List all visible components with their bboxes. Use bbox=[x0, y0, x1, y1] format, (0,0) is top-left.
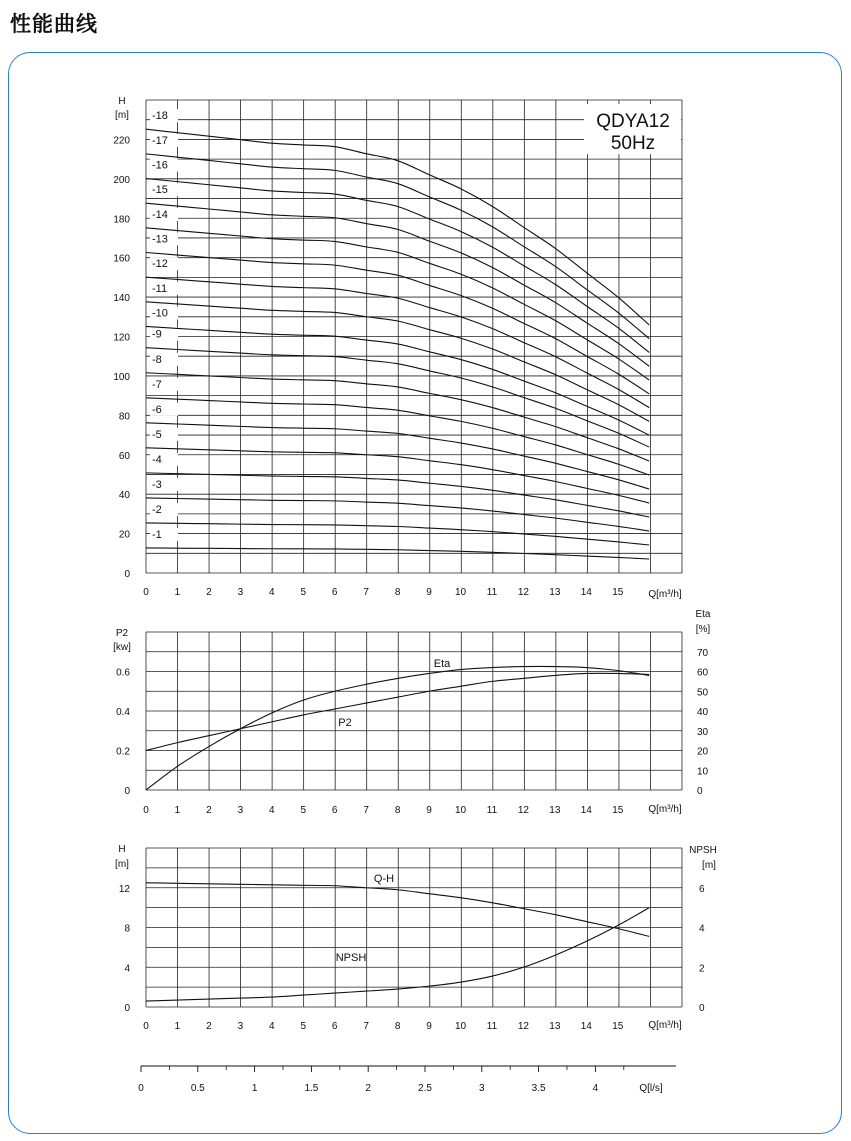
head-x-tick: 5 bbox=[300, 587, 307, 598]
head-x-tick: 7 bbox=[363, 587, 369, 598]
stage-curve bbox=[146, 398, 649, 475]
npsh-x-tick: 6 bbox=[331, 1021, 338, 1032]
power-y-tick-left: 0.4 bbox=[116, 707, 130, 718]
ls-x-tick: 0.5 bbox=[190, 1083, 205, 1094]
stage-label: -4 bbox=[152, 453, 162, 466]
npsh-x-tick: 8 bbox=[394, 1021, 401, 1032]
head-x-tick: 0 bbox=[143, 587, 149, 598]
power-y-tick-right: 20 bbox=[697, 746, 709, 758]
stage-label: -12 bbox=[152, 258, 168, 271]
head-x-tick: 13 bbox=[549, 587, 561, 598]
stage-label: -6 bbox=[152, 403, 162, 416]
stage-curve bbox=[146, 203, 649, 366]
npsh-y-tick-right: 6 bbox=[699, 883, 705, 895]
power-x-tick: 12 bbox=[517, 805, 529, 816]
ls-x-tick: 1 bbox=[251, 1083, 258, 1094]
stage-curve bbox=[146, 348, 649, 447]
head-x-tick: 10 bbox=[454, 587, 467, 598]
head-x-tick: 3 bbox=[237, 587, 244, 598]
npsh-x-tick: 7 bbox=[363, 1021, 369, 1032]
power-x-label: Q[m³/h] bbox=[648, 804, 682, 815]
stage-label: -16 bbox=[152, 159, 168, 172]
power-x-tick: 15 bbox=[612, 805, 624, 816]
power-y-tick-right: 10 bbox=[697, 766, 709, 778]
stage-curve bbox=[146, 228, 649, 380]
ls-x-tick: 2.5 bbox=[418, 1083, 432, 1094]
power-x-tick: 0 bbox=[143, 805, 149, 816]
head-ylabel-unit-h: H bbox=[118, 96, 126, 107]
ls-x-tick: 4 bbox=[592, 1083, 599, 1094]
head-y-tick: 0 bbox=[124, 569, 130, 580]
head-y-tick: 40 bbox=[118, 490, 130, 502]
npsh-y-tick-right: 2 bbox=[699, 963, 705, 975]
series-p2-label: P2 bbox=[338, 717, 352, 729]
stage-label: -15 bbox=[152, 184, 168, 197]
npsh-y-tick-right: 0 bbox=[699, 1003, 705, 1014]
stage-label: -11 bbox=[152, 282, 168, 295]
npsh-grid bbox=[146, 848, 682, 1007]
head-y-tick: 80 bbox=[118, 411, 130, 423]
power-y-tick-right: 50 bbox=[697, 687, 709, 699]
head-y-tick: 20 bbox=[118, 529, 130, 541]
head-x-tick: 9 bbox=[426, 587, 432, 598]
npsh-x-tick: 15 bbox=[612, 1021, 624, 1032]
series-npsh-label: NPSH bbox=[335, 952, 367, 964]
stage-curve bbox=[146, 179, 649, 353]
power-y-tick-left: 0 bbox=[124, 786, 130, 797]
npsh-ylabel-m-right: [m] bbox=[702, 860, 716, 871]
head-y-tick: 160 bbox=[113, 253, 130, 265]
stage-label: -2 bbox=[152, 503, 162, 516]
npsh-x-tick: 11 bbox=[486, 1021, 498, 1032]
power-y-tick-right: 40 bbox=[697, 707, 709, 718]
stage-curve bbox=[146, 253, 649, 394]
power-x-tick: 9 bbox=[426, 805, 432, 816]
stage-label: -14 bbox=[152, 208, 168, 221]
stage-label: -7 bbox=[152, 378, 162, 391]
power-x-tick: 2 bbox=[206, 805, 212, 816]
head-y-tick: 140 bbox=[113, 293, 130, 305]
power-x-tick: 7 bbox=[363, 805, 369, 816]
stage-curve bbox=[146, 373, 649, 461]
head-x-tick: 4 bbox=[269, 587, 275, 598]
npsh-ylabel-h: H bbox=[118, 844, 126, 855]
stage-label: -1 bbox=[152, 528, 162, 541]
ls-x-tick: 1.5 bbox=[304, 1083, 319, 1094]
stage-curve bbox=[146, 302, 649, 422]
npsh-x-tick: 3 bbox=[237, 1021, 244, 1032]
head-y-tick: 120 bbox=[113, 332, 130, 344]
power-x-tick: 8 bbox=[394, 805, 401, 816]
head-x-tick: 12 bbox=[517, 587, 529, 598]
ls-x-tick: 3.5 bbox=[531, 1083, 546, 1094]
head-x-tick: 11 bbox=[486, 587, 498, 598]
power-x-tick: 6 bbox=[331, 805, 338, 816]
head-y-tick: 200 bbox=[113, 174, 130, 186]
head-y-tick: 60 bbox=[118, 450, 130, 462]
head-grid bbox=[146, 100, 682, 573]
ls-x-label: Q[l/s] bbox=[639, 1083, 663, 1094]
stage-label: -8 bbox=[152, 353, 162, 366]
npsh-x-tick: 4 bbox=[269, 1021, 275, 1032]
npsh-x-tick: 10 bbox=[454, 1021, 467, 1032]
npsh-y-tick-left: 4 bbox=[124, 963, 130, 975]
npsh-y-tick-left: 8 bbox=[124, 923, 130, 935]
head-y-tick: 220 bbox=[113, 135, 130, 147]
stage-label: -10 bbox=[152, 307, 168, 320]
power-y-tick-right: 60 bbox=[697, 667, 709, 679]
npsh-ylabel-m: [m] bbox=[115, 859, 129, 870]
power-y-tick-right: 0 bbox=[697, 786, 703, 797]
stage-curve bbox=[146, 129, 649, 325]
page-title: 性能曲线 bbox=[10, 12, 98, 36]
stage-label: -5 bbox=[152, 428, 162, 441]
power-x-tick: 11 bbox=[486, 805, 498, 816]
power-y-tick-left: 0.6 bbox=[116, 667, 130, 679]
head-x-tick: 1 bbox=[174, 587, 181, 598]
model-label-freq: 50Hz bbox=[610, 133, 656, 154]
power-y-tick-right: 70 bbox=[697, 647, 709, 659]
npsh-y-tick-right: 4 bbox=[699, 923, 705, 935]
stage-label: -17 bbox=[152, 134, 168, 147]
stage-curve bbox=[146, 154, 649, 339]
series-qh-label: Q-H bbox=[373, 873, 395, 885]
npsh-x-tick: 0 bbox=[143, 1021, 149, 1032]
power-x-tick: 3 bbox=[237, 805, 244, 816]
power-ylabel-p2: P2 bbox=[115, 628, 129, 639]
head-x-tick: 6 bbox=[331, 587, 338, 598]
power-ylabel-pct: [%] bbox=[695, 624, 711, 635]
power-y-tick-right: 30 bbox=[697, 726, 709, 738]
stage-curve bbox=[146, 326, 649, 435]
ls-x-tick: 3 bbox=[479, 1083, 485, 1094]
npsh-x-tick: 5 bbox=[300, 1021, 307, 1032]
model-label-name: QDYA12 bbox=[596, 111, 670, 132]
stage-label: -3 bbox=[152, 478, 162, 491]
head-y-tick: 100 bbox=[113, 371, 130, 383]
series-eta-label: Eta bbox=[433, 658, 451, 670]
npsh-ylabel-npsh: NPSH bbox=[689, 845, 717, 856]
head-x-label: Q[m³/h] bbox=[648, 589, 682, 600]
power-x-tick: 5 bbox=[300, 805, 307, 816]
power-grid bbox=[146, 632, 682, 790]
head-curve-group bbox=[146, 109, 649, 559]
head-x-tick: 8 bbox=[394, 587, 401, 598]
head-x-tick: 2 bbox=[206, 587, 212, 598]
power-x-tick: 1 bbox=[174, 805, 181, 816]
npsh-y-tick-left: 0 bbox=[124, 1003, 130, 1014]
head-ylabel-unit-m: [m] bbox=[115, 110, 129, 121]
head-y-tick: 180 bbox=[113, 214, 130, 226]
npsh-x-tick: 13 bbox=[549, 1021, 561, 1032]
head-x-tick: 14 bbox=[580, 587, 592, 598]
npsh-x-tick: 14 bbox=[580, 1021, 592, 1032]
npsh-x-tick: 2 bbox=[206, 1021, 212, 1032]
npsh-x-tick: 12 bbox=[517, 1021, 529, 1032]
power-ylabel-kw: [kw] bbox=[113, 642, 131, 653]
stage-curve bbox=[146, 448, 649, 503]
series-q-h-line bbox=[146, 883, 649, 937]
power-x-tick: 13 bbox=[549, 805, 561, 816]
power-y-tick-left: 0.2 bbox=[116, 746, 130, 758]
power-x-tick: 4 bbox=[269, 805, 275, 816]
power-x-tick: 14 bbox=[580, 805, 592, 816]
power-ylabel-eta: Eta bbox=[695, 609, 711, 620]
ls-x-tick: 2 bbox=[365, 1083, 371, 1094]
stage-label: -18 bbox=[152, 110, 168, 123]
series-eta-line bbox=[146, 666, 649, 790]
stage-curve bbox=[146, 473, 649, 517]
ls-x-tick: 0 bbox=[138, 1083, 144, 1094]
head-x-tick: 15 bbox=[612, 587, 624, 598]
npsh-x-tick: 1 bbox=[174, 1021, 181, 1032]
npsh-x-tick: 9 bbox=[426, 1021, 432, 1032]
stage-label: -9 bbox=[152, 328, 162, 341]
npsh-y-tick-left: 12 bbox=[118, 883, 130, 895]
stage-label: -13 bbox=[152, 233, 168, 246]
npsh-x-label: Q[m³/h] bbox=[648, 1020, 682, 1031]
power-x-tick: 10 bbox=[454, 805, 467, 816]
